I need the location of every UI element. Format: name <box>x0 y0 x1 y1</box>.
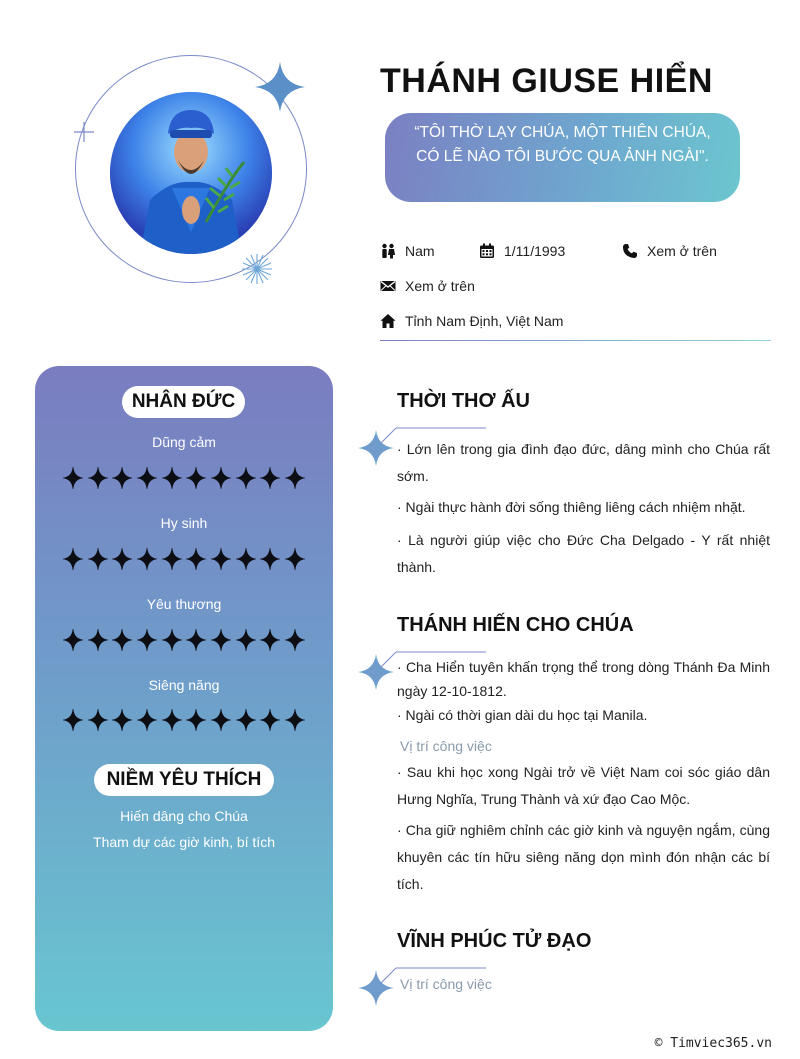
star-filled-icon <box>88 629 108 651</box>
position-label: Vị trí công việc <box>400 738 492 754</box>
star-filled-icon <box>211 467 231 489</box>
star-filled-icon <box>112 629 132 651</box>
childhood-item: · Ngài thực hành đời sống thiêng liêng cách nhiệm nhặt. <box>397 499 746 515</box>
info-divider <box>380 340 771 341</box>
sparkle-icon <box>255 62 305 112</box>
home-icon <box>380 313 396 329</box>
skill-label: Hy sinh <box>160 515 208 531</box>
star-filled-icon <box>63 548 83 570</box>
star-filled-icon <box>162 548 182 570</box>
consecrated-item: · Cha giữ nghiêm chỉnh các giờ kinh và nguyện ngắm, cùng khuyên các tín hữu siêng năng dọn mình đón nhận các bí tích. <box>397 822 770 892</box>
avatar-area <box>70 50 315 290</box>
childhood-item: · Là người giúp việc cho Đức Cha Delgado - Y rất nhiệt thành. <box>397 532 770 575</box>
gender-value: Nam <box>405 243 435 259</box>
star-filled-icon <box>88 548 108 570</box>
people-icon <box>380 243 396 259</box>
footer-credit: © Timviec365.vn <box>654 1036 772 1051</box>
star-filled-icon <box>211 709 231 731</box>
star-filled-icon <box>162 629 182 651</box>
consecrated-item: · Ngài có thời gian dài du học tại Manila. <box>397 707 648 723</box>
hobbies-title: NIỀM YÊU THÍCH <box>94 764 274 796</box>
skill-rating <box>63 629 305 651</box>
star-filled-icon <box>112 709 132 731</box>
star-filled-icon <box>260 548 280 570</box>
star-filled-icon <box>285 548 305 570</box>
section-title-childhood: THỜI THƠ ẤU <box>397 390 530 412</box>
star-filled-icon <box>137 629 157 651</box>
skill-label: Yêu thương <box>146 596 222 612</box>
hobby-item: Hiến dâng cho Chúa <box>120 808 248 824</box>
star-filled-icon <box>211 629 231 651</box>
phone-icon <box>622 243 638 259</box>
star-filled-icon <box>236 548 256 570</box>
star-filled-icon <box>63 467 83 489</box>
star-filled-icon <box>285 629 305 651</box>
skill-rating <box>63 467 305 489</box>
star-filled-icon <box>186 467 206 489</box>
star-filled-icon <box>137 467 157 489</box>
virtues-title: NHÂN ĐỨC <box>122 386 245 418</box>
sidebar-panel <box>35 366 333 1031</box>
quote-text: “TÔI THỜ LẠY CHÚA, MỘT THIÊN CHÚA, CÓ LẼ NÀO TÔI BƯỚC QUA ẢNH NGÀI". <box>414 124 711 165</box>
consecrated-item: · Sau khi học xong Ngài trở về Việt Nam coi sóc giáo dân Hưng Nghĩa, Trung Thành và xứ đạo Cao Mộc. <box>397 764 770 807</box>
skill-label: Dũng cảm <box>152 434 216 450</box>
birthdate-value: 1/11/1993 <box>504 243 566 259</box>
section-title-martyrdom: VĨNH PHÚC TỬ ĐẠO <box>397 930 592 952</box>
star-filled-icon <box>88 467 108 489</box>
consecrated-item: · Cha Hiển tuyên khấn trọng thể trong dòng Thánh Đa Minh ngày 12-10-1812. <box>397 659 770 699</box>
quote-banner <box>385 113 740 202</box>
star-filled-icon <box>260 709 280 731</box>
star-filled-icon <box>186 548 206 570</box>
star-filled-icon <box>112 467 132 489</box>
sparkle-icon <box>74 122 94 142</box>
section-title-consecrated: THÁNH HIẾN CHO CHÚA <box>397 614 634 636</box>
star-filled-icon <box>88 709 108 731</box>
position-label: Vị trí công việc <box>400 976 492 992</box>
address-value: Tỉnh Nam Định, Việt Nam <box>405 313 564 329</box>
star-filled-icon <box>211 548 231 570</box>
star-filled-icon <box>186 629 206 651</box>
star-filled-icon <box>137 548 157 570</box>
skill-rating <box>63 548 305 570</box>
star-filled-icon <box>162 467 182 489</box>
star-filled-icon <box>285 709 305 731</box>
star-filled-icon <box>63 629 83 651</box>
star-filled-icon <box>236 709 256 731</box>
star-filled-icon <box>137 709 157 731</box>
starburst-icon <box>242 254 272 284</box>
page-title: THÁNH GIUSE HIỂN <box>380 62 713 100</box>
star-filled-icon <box>186 709 206 731</box>
calendar-icon <box>479 243 495 259</box>
star-filled-icon <box>63 709 83 731</box>
info-phone <box>622 243 717 259</box>
phone-value: Xem ở trên <box>647 243 717 259</box>
skill-rating <box>63 709 305 731</box>
star-filled-icon <box>112 548 132 570</box>
envelope-icon <box>380 278 396 294</box>
skill-label: Siêng năng <box>148 677 220 693</box>
email-value: Xem ở trên <box>405 278 475 294</box>
avatar <box>110 92 272 254</box>
hobby-item: Tham dự các giờ kinh, bí tích <box>93 834 275 850</box>
star-filled-icon <box>162 709 182 731</box>
info-email <box>380 278 475 294</box>
star-filled-icon <box>236 629 256 651</box>
info-address <box>380 313 563 329</box>
saint-portrait-image <box>110 92 272 254</box>
info-gender <box>380 243 435 259</box>
childhood-item: · Lớn lên trong gia đình đạo đức, dâng mình cho Chúa rất sớm. <box>397 441 770 484</box>
star-filled-icon <box>236 467 256 489</box>
star-filled-icon <box>285 467 305 489</box>
star-filled-icon <box>260 629 280 651</box>
star-filled-icon <box>260 467 280 489</box>
info-birthdate <box>479 243 565 259</box>
